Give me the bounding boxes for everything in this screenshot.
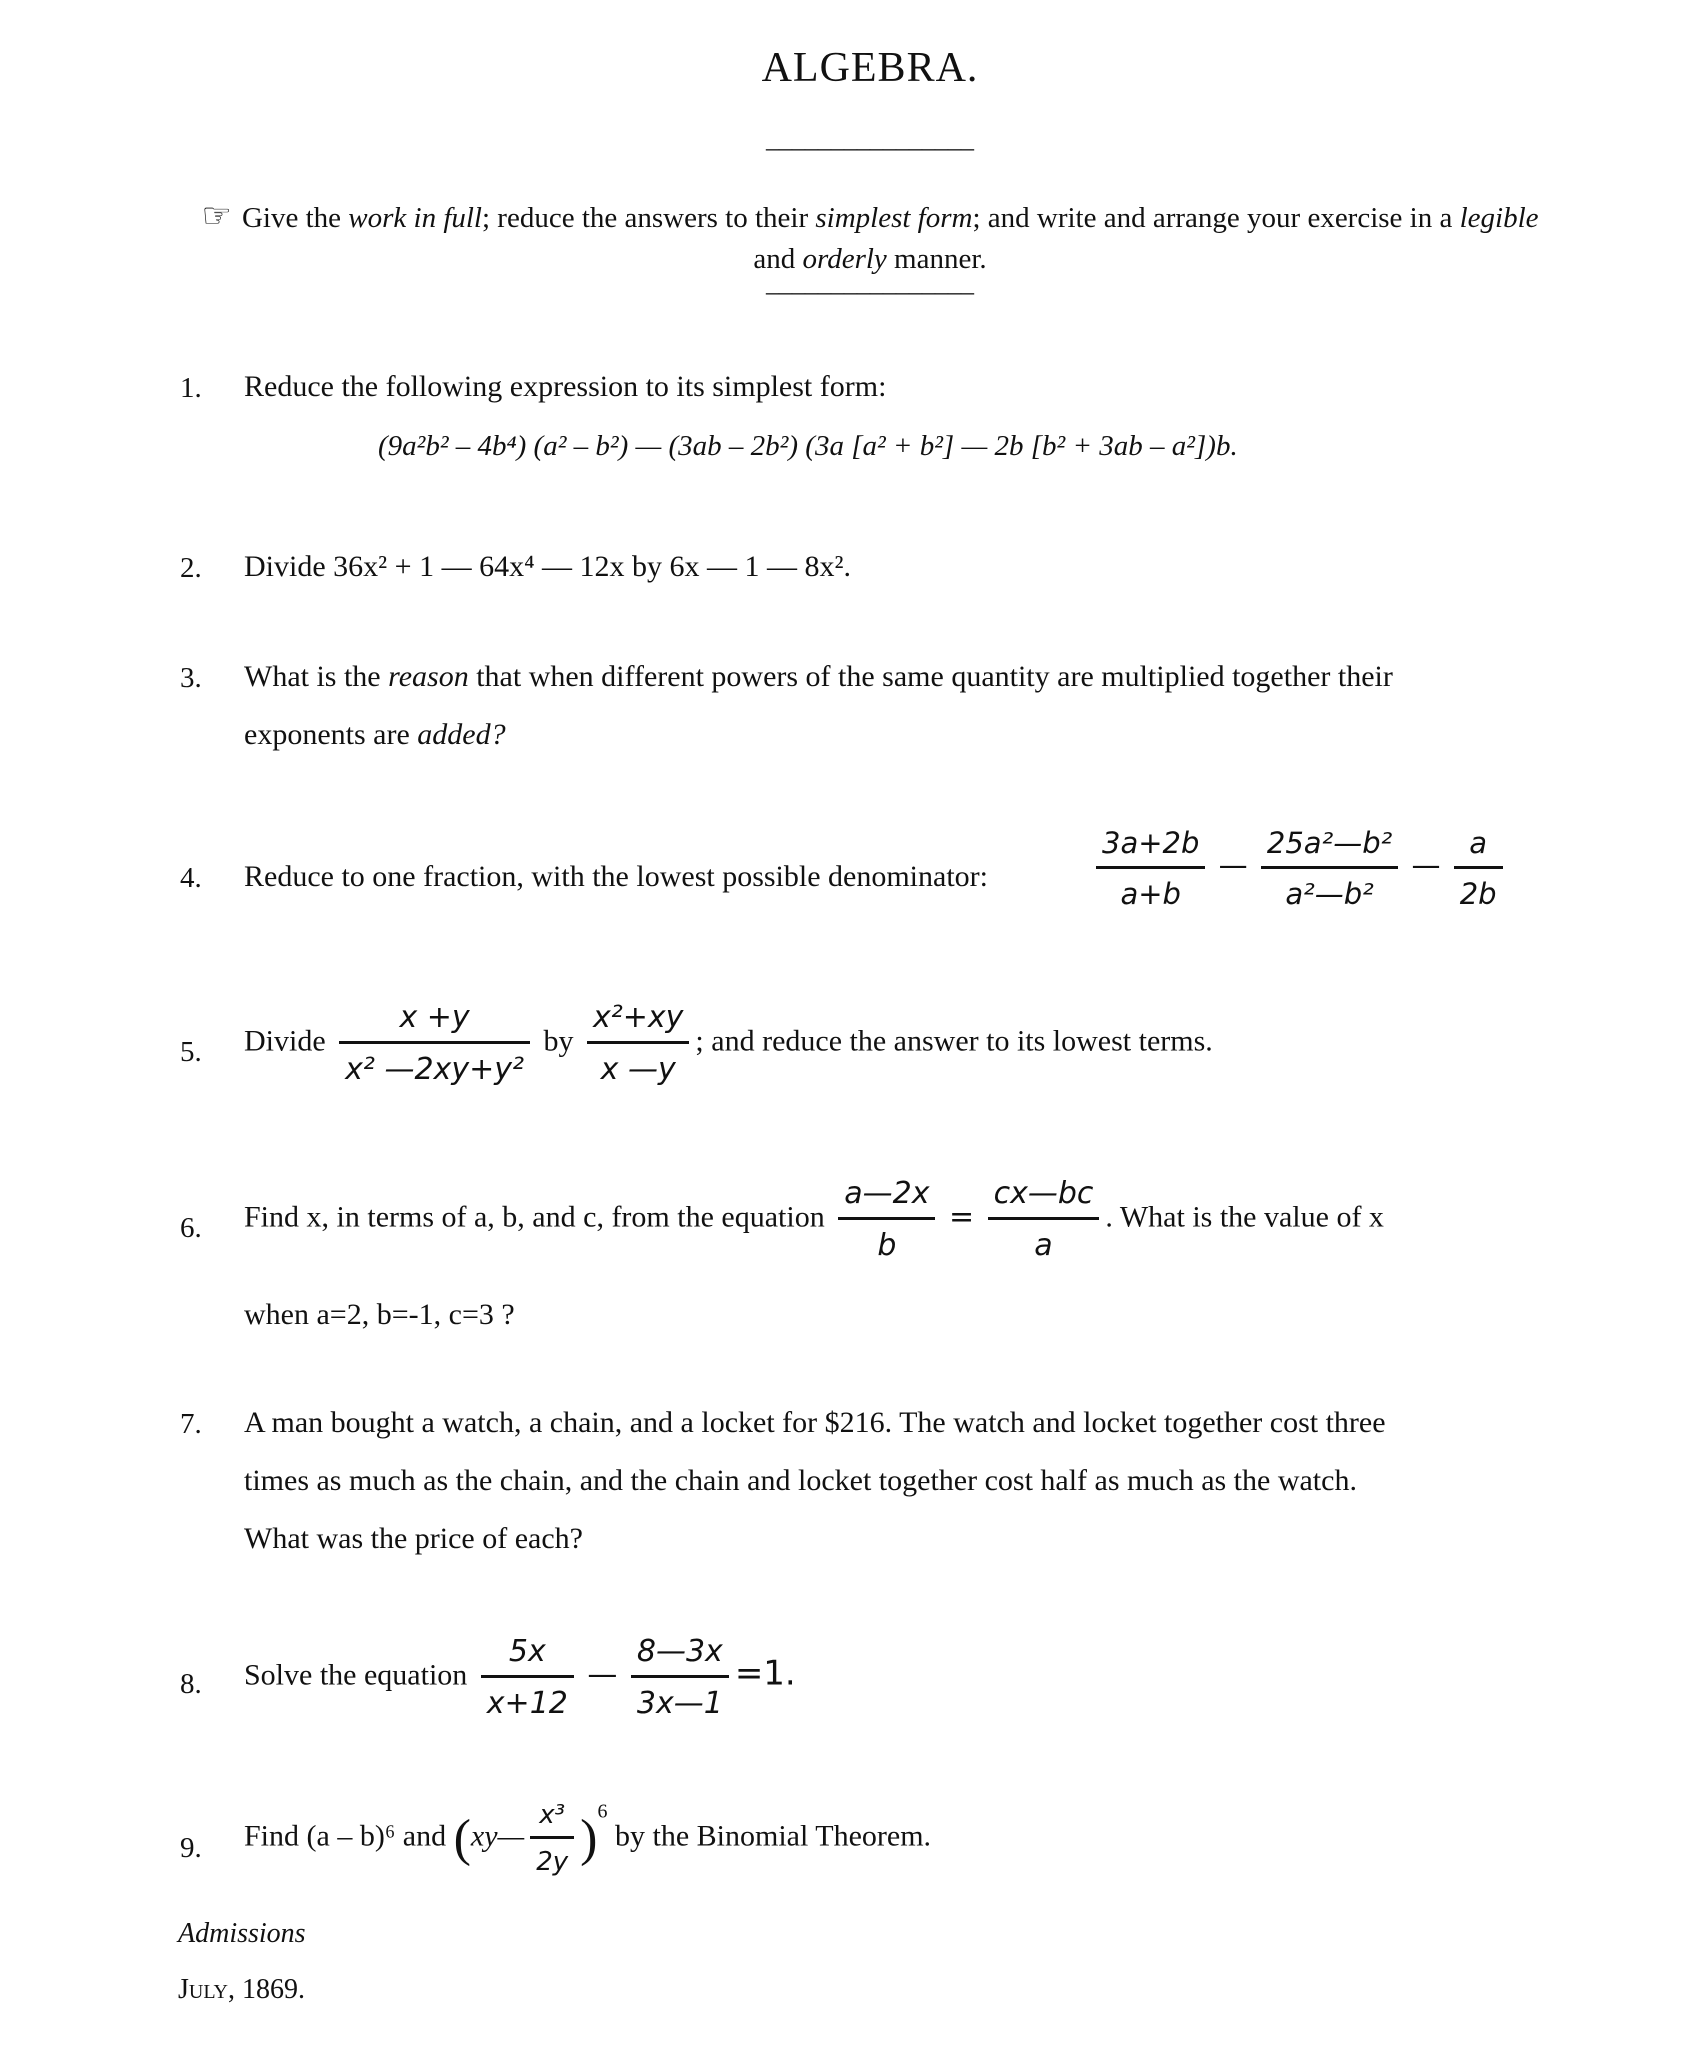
fraction: $\frac{3a+2b}{a+b}$ bbox=[1096, 826, 1205, 911]
question-5-text: Divide $\frac{x +y}{\text{x² —2xy+y²}}$ by $\frac{\text{x²+xy}}{x —y}$ ; and reduce the answer to its lowest terms. bbox=[244, 1000, 1213, 1087]
fraction: $\frac{\text{x³}}{2y}$ bbox=[530, 1800, 574, 1877]
fraction: $\frac{x +y}{\text{x² —2xy+y²}}$ bbox=[339, 1000, 530, 1087]
fraction: $\frac{8—3x}{3x—1}$ bbox=[631, 1634, 729, 1721]
fraction: $\frac{\text{x²+xy}}{x —y}$ bbox=[587, 1000, 689, 1087]
question-6-text-cont: when a=2, b=-1, c=3 ? bbox=[244, 1298, 515, 1331]
instructions: ☞ Give the work in full; reduce the answers to their simplest form; and write and arrange your exercise in a legible and orderly manner. bbox=[201, 198, 1539, 275]
fraction: $\frac{a}{2b}$ bbox=[1454, 826, 1503, 911]
footer-label: Admissions bbox=[178, 1918, 306, 1949]
question-number: 3. bbox=[180, 662, 202, 694]
question-4-text: Reduce to one fraction, with the lowest possible denominator: bbox=[244, 860, 988, 893]
question-3-text: What is the reason that when different powers of the same quantity are multiplied together their exponents are added? bbox=[244, 660, 1393, 751]
divider-bottom: ________________ bbox=[766, 268, 974, 297]
question-number: 7. bbox=[180, 1408, 202, 1440]
question-1-text: Reduce the following expression to its simplest form: bbox=[244, 370, 887, 403]
question-4-fractions: $\frac{3a+2b}{a+b}$ — $\frac{\text{25a²—b²}}{\text{a²—b²}}$ — $\frac{a}{2b}$ bbox=[1090, 826, 1509, 911]
question-9-text: Find (a – b)⁶ and (xy— $\frac{\text{x³}}{2y}$ )$^6$ by the Binomial Theorem. bbox=[244, 1800, 932, 1877]
question-number: 8. bbox=[180, 1668, 202, 1700]
question-1-expression: (9a²b² – 4b⁴) (a² – b²) — (3ab – 2b²) (3a [a² + b²] — 2b [b² + 3ab – a²])b. bbox=[378, 430, 1238, 462]
fraction: $\frac{\text{25a²—b²}}{\text{a²—b²}}$ bbox=[1261, 826, 1398, 911]
footer-date: July, 1869. bbox=[178, 1974, 305, 2005]
question-number: 1. bbox=[180, 372, 202, 404]
fraction: $\frac{5x}{x+12}$ bbox=[481, 1634, 574, 1721]
pointing-hand-icon: ☞ bbox=[201, 198, 232, 235]
divider-top: ________________ bbox=[766, 124, 974, 153]
question-8-text: Solve the equation $\frac{5x}{x+12}$ — $\frac{8—3x}{3x—1}$ =1. bbox=[244, 1634, 796, 1721]
page-title: ALGEBRA. bbox=[761, 45, 979, 91]
question-number: 9. bbox=[180, 1832, 202, 1864]
question-number: 4. bbox=[180, 862, 202, 894]
fraction: $\frac{a—2x}{b}$ bbox=[838, 1176, 935, 1263]
question-number: 6. bbox=[180, 1212, 202, 1244]
question-6-text: Find x, in terms of a, b, and c, from the equation $\frac{a—2x}{b}$ = $\frac{cx—bc}{a}$ . What is the value of x bbox=[244, 1176, 1384, 1263]
question-number: 5. bbox=[180, 1036, 202, 1068]
question-7-text: A man bought a watch, a chain, and a locket for $216. The watch and locket together cost three times as much as the chain, and the chain and locket together cost half as much as the watch. What was the price of each? bbox=[244, 1406, 1386, 1555]
fraction: $\frac{cx—bc}{a}$ bbox=[988, 1176, 1100, 1263]
question-number: 2. bbox=[180, 552, 202, 584]
question-2-text: Divide 36x² + 1 — 64x⁴ — 12x by 6x — 1 — 8x². bbox=[244, 550, 852, 583]
